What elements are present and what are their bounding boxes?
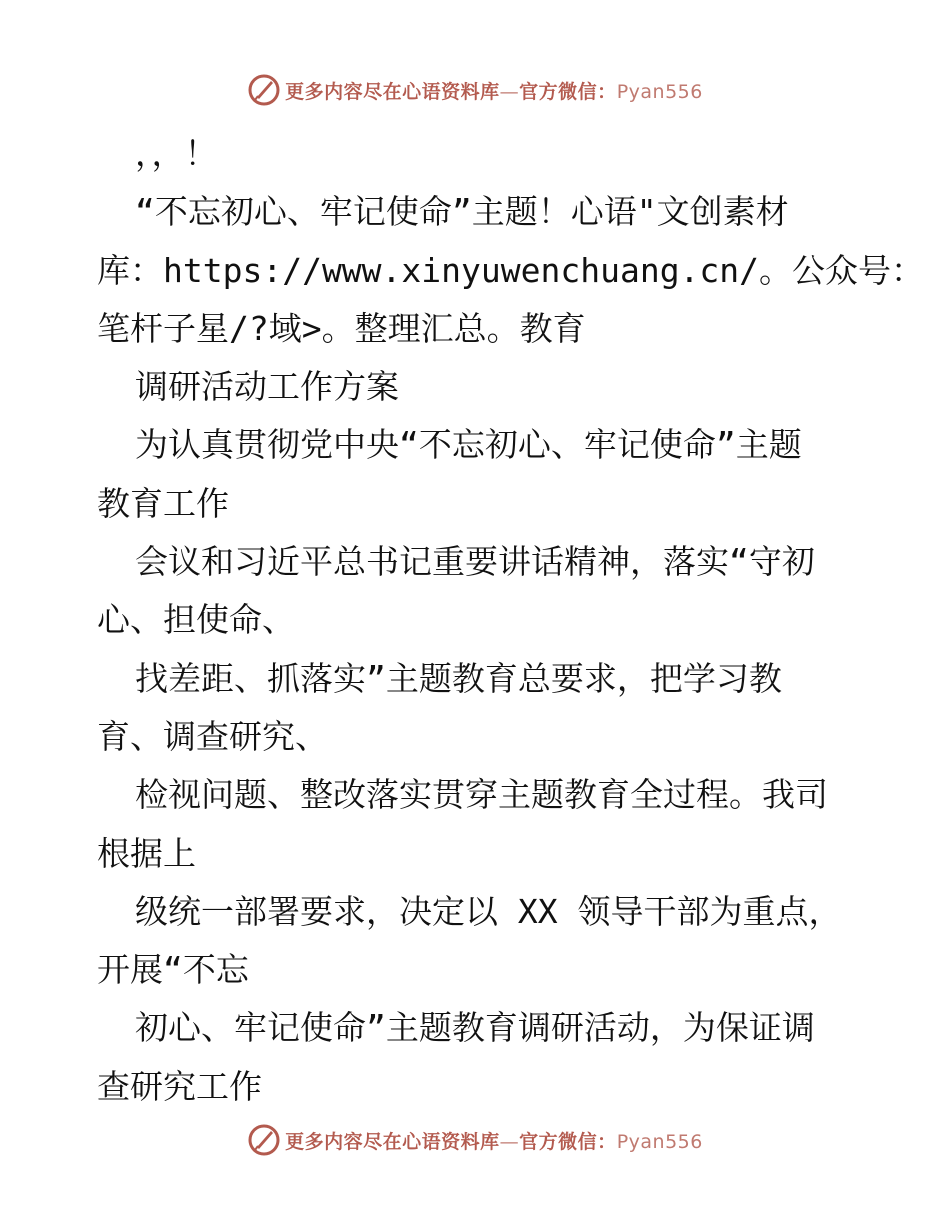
footer-banner — [0, 1120, 950, 1160]
text-line: 查研究工作 — [97, 1066, 262, 1106]
text-line: 会议和习近平总书记重要讲话精神，落实“守初 — [135, 542, 815, 582]
quill-pen-logo-icon — [247, 1123, 281, 1157]
text-line: 级统一部署要求，决定以 XX 领导干部为重点， — [135, 891, 842, 931]
header-banner — [0, 70, 950, 110]
document-body — [97, 125, 925, 1116]
text-line: ，，！ — [135, 134, 218, 173]
banner-wechat-id: Pyan556 — [616, 80, 703, 103]
footer-banner-text — [285, 1127, 703, 1154]
banner-wechat-label: 官方微信： — [519, 1130, 617, 1153]
text-line: 育、调查研究、 — [97, 716, 328, 756]
text-line: 开展“不忘 — [97, 950, 249, 990]
banner-dash: — — [499, 1130, 520, 1153]
text-line: 笔杆子星/?域>。整理汇总。教育 — [97, 308, 586, 348]
text-line: 检视问题、整改落实贯穿主题教育全过程。我司 — [135, 775, 828, 815]
header-banner-text — [285, 77, 703, 104]
text-line: 库：https://www.xinyuwenchuang.cn/。公众号： — [97, 250, 925, 290]
quill-pen-logo-icon — [247, 73, 281, 107]
text-line: 为认真贯彻党中央“不忘初心、牢记使命”主题 — [135, 425, 802, 465]
text-line: 找差距、抓落实”主题教育总要求，把学习教 — [135, 658, 782, 698]
banner-site-text: 更多内容尽在心语资料库 — [285, 80, 500, 103]
text-line: 教育工作 — [97, 483, 229, 523]
document-title: 调研活动工作方案 — [135, 367, 399, 407]
text-line: “不忘初心、牢记使命”主题！心语"文创素材 — [135, 192, 789, 232]
banner-dash: — — [499, 80, 520, 103]
text-line: 心、担使命、 — [97, 600, 295, 640]
text-line: 根据上 — [97, 833, 196, 873]
banner-site-text: 更多内容尽在心语资料库 — [285, 1130, 500, 1153]
banner-wechat-label: 官方微信： — [519, 80, 617, 103]
banner-wechat-id: Pyan556 — [616, 1130, 703, 1153]
text-line: 初心、牢记使命”主题教育调研活动，为保证调 — [135, 1008, 815, 1048]
